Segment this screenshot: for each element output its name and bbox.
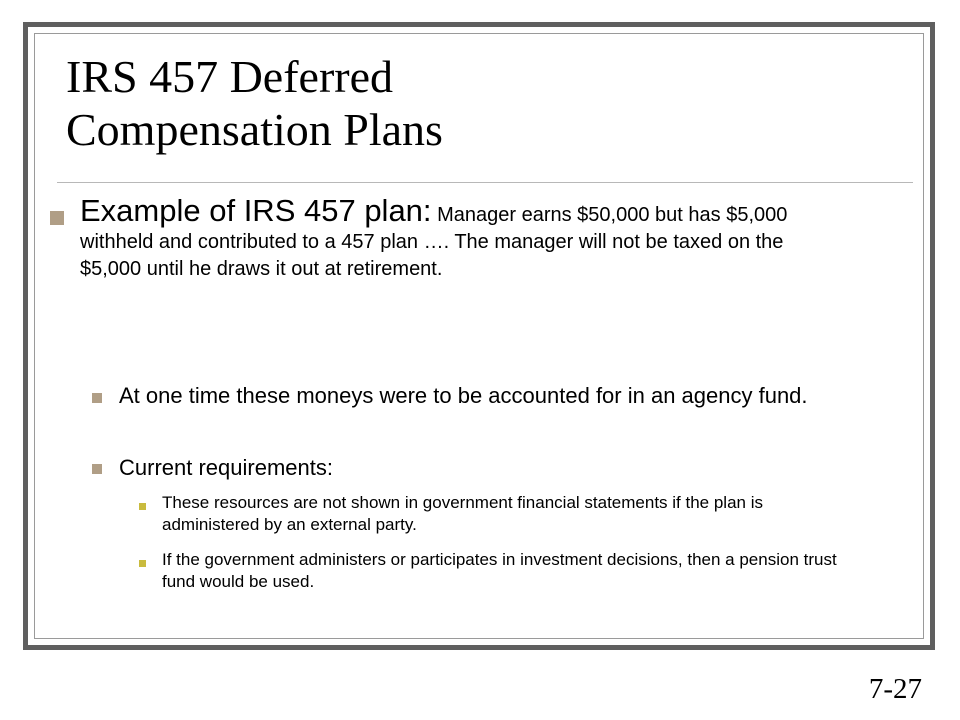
sub-sub-bullet-external-party: These resources are not shown in government financial statements if the plan is administered by an external party. [162,493,763,534]
square-bullet-icon [92,393,102,403]
sub-bullet-current-requirements: Current requirements: [119,455,333,480]
slide-number: 7-27 [868,673,922,705]
square-bullet-icon [92,464,102,474]
slide-title-line-1: IRS 457 Deferred [66,51,394,102]
main-bullet [80,193,850,283]
sub-sub-bullet-pension-trust: If the government administers or participates in investment decisions, then a pension trust fund would be used. [162,550,837,591]
main-bullet-text: Manager earns $50,000 but has $5,000 withheld and contributed to a 457 plan …. The manager will not be taxed on the $5,000 until he draws it out at retirement. [80,204,788,280]
square-bullet-icon [50,211,64,225]
main-bullet-lead: Example of IRS 457 plan: [80,193,432,228]
slide-title [66,50,443,156]
square-bullet-icon [139,560,146,567]
title-divider [57,182,913,183]
square-bullet-icon [139,503,146,510]
sub-bullet-agency-fund: At one time these moneys were to be accounted for in an agency fund. [119,383,808,408]
slide-title-line-2: Compensation Plans [66,104,443,155]
